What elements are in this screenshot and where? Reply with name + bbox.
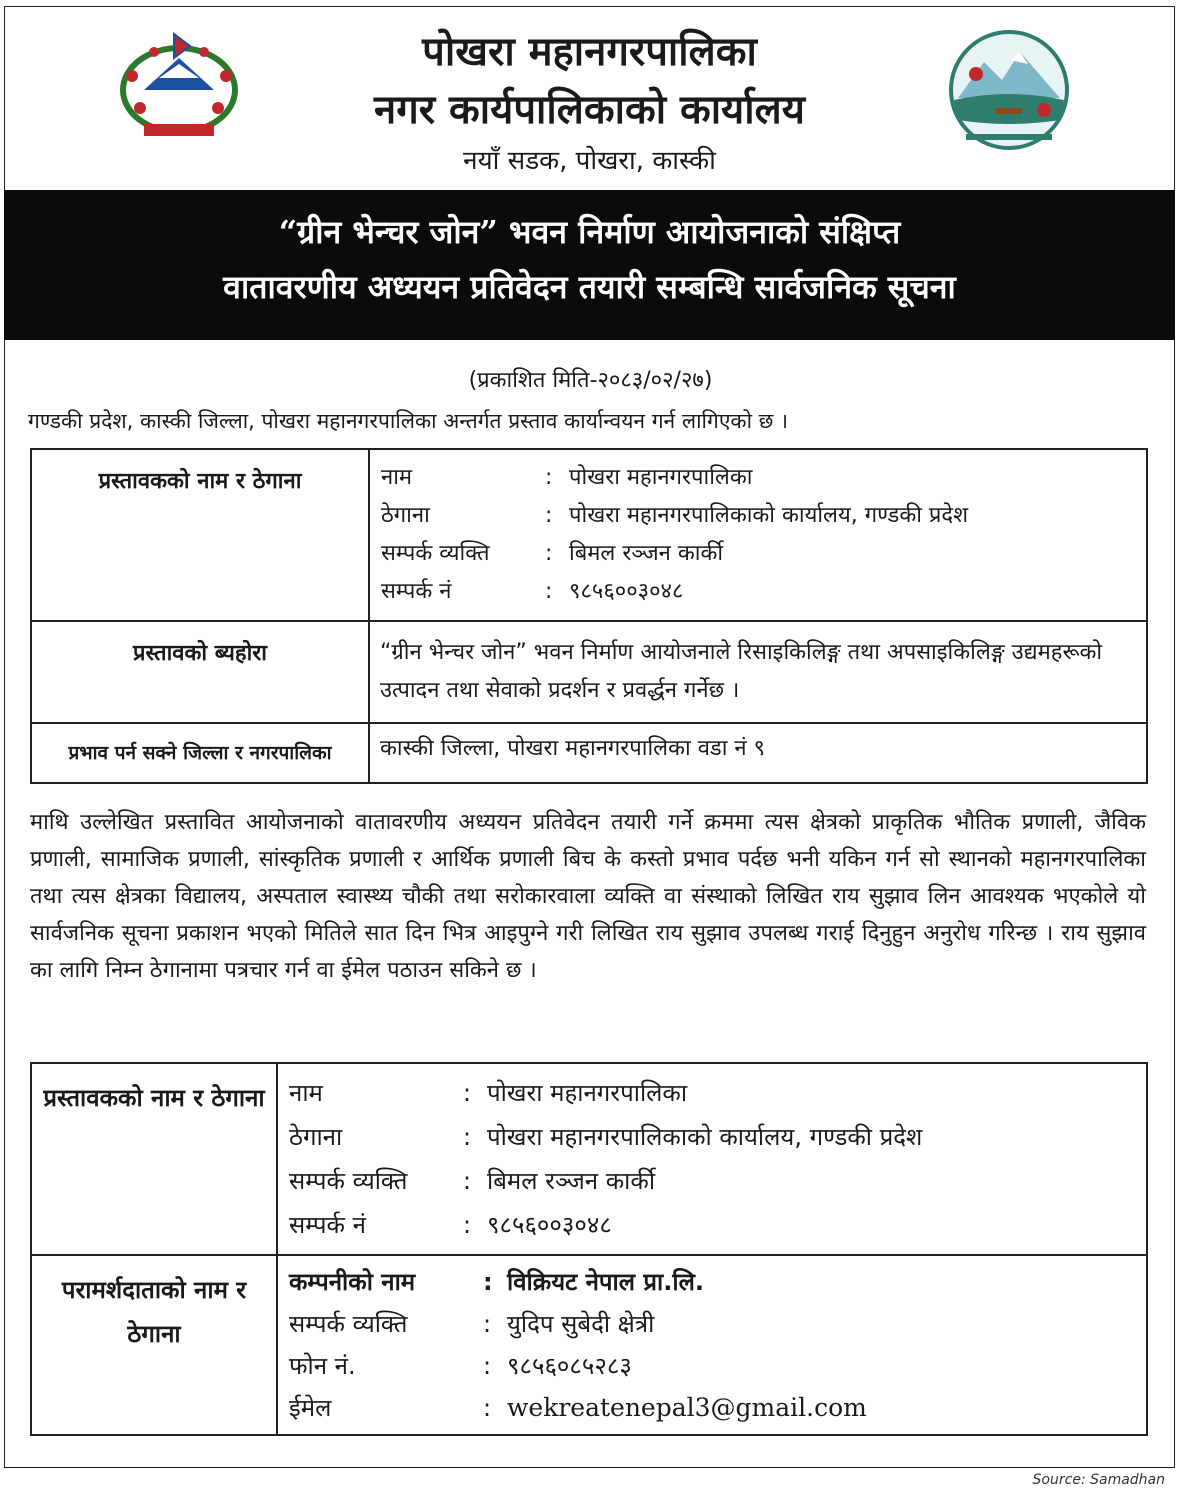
intro-text: गण्डकी प्रदेश, कास्की जिल्ला, पोखरा महानगरपालिका अन्तर्गत प्रस्ताव कार्यान्वयन गर्न लागिएको छ । [28, 409, 789, 433]
contact-person-value: युदिप सुबेदी क्षेत्री [507, 1310, 655, 1338]
contact-person-key: सम्पर्क व्यक्ति [289, 1310, 408, 1338]
subject-label: प्रस्तावको ब्यहोरा [31, 621, 369, 723]
name-key: नाम [289, 1079, 323, 1107]
name-value: पोखरा महानगरपालिका [487, 1079, 688, 1107]
contact-no-key: सम्पर्क नं [289, 1211, 366, 1239]
name-key: नाम [381, 465, 413, 490]
table-row [31, 1255, 1147, 1435]
email-key: ईमेल [289, 1394, 332, 1422]
contact-person-value: बिमल रञ्जन कार्की [487, 1167, 656, 1195]
contact-no-key: सम्पर्क नं [381, 579, 452, 604]
colon: : [483, 1310, 492, 1338]
table-row [31, 1063, 1147, 1255]
colon: : [483, 1352, 492, 1380]
company-key: कम्पनीको नाम [289, 1268, 416, 1296]
colon: : [483, 1268, 493, 1296]
notice-header [4, 6, 1175, 190]
proponent-details [369, 449, 1147, 621]
colon: : [463, 1211, 472, 1239]
office-name: नगर कार्यपालिकाको कार्यालय [374, 86, 805, 133]
org-name: पोखरा महानगरपालिका [422, 28, 757, 75]
notice-title-line1: “ग्रीन भेन्चर जोन” भवन निर्माण आयोजनाको संक्षिप्त [278, 213, 901, 251]
colon: : [463, 1167, 472, 1195]
address-key: ठेगाना [289, 1123, 343, 1151]
proponent-label: प्रस्तावकको नाम र ठेगाना [31, 1063, 277, 1255]
consultant-details [277, 1255, 1147, 1435]
colon: : [483, 1394, 492, 1422]
notice-title-line2: वातावरणीय अध्ययन प्रतिवेदन तयारी सम्बन्धि सार्वजनिक सूचना [223, 268, 956, 306]
affected-text: कास्की जिल्ला, पोखरा महानगरपालिका वडा नं ९ [369, 723, 1147, 783]
body-paragraph: माथि उल्लेखित प्रस्तावित आयोजनाको वातावरणीय अध्ययन प्रतिवेदन तयारी गर्ने क्रममा त्यस क्षेत्रको प्राकृतिक भौतिक प्रणाली, जैविक प्रणाली, सामाजिक प्रणाली, सांस्कृतिक प्रणाली र आर्थिक प्रणाली बिच के कस्तो प्रभाव पर्दछ भनी यकिन गर्न सो स्थानको महानगरपालिका तथा त्यस क्षेत्रका विद्यालय, अस्पताल स्वास्थ्य चौकी तथा सरोकारवाला व्यक्ति वा संस्थाको लिखित राय सुझाव लिन आवश्यक भएकोले यो सार्वजनिक सूचना प्रकाशन भएको मितिले सात दिन भित्र आइपुग्ने गरी लिखित राय सुझाव उपलब्ध गराई दिनुहुन अनुरोध गरिन्छ । राय सुझाव का लागि निम्न ठेगानामा पत्रचार गर्न वा ईमेल पठाउन सकिने छ । [30, 810, 1146, 983]
phone-value: ९८५६०८५२८३ [507, 1352, 632, 1380]
contact-person-value: बिमल रञ्जन कार्की [569, 541, 724, 566]
address-key: ठेगाना [381, 503, 430, 528]
office-address: नयाँ सडक, पोखरा, कास्की [463, 146, 716, 176]
contact-table [30, 1062, 1148, 1436]
contact-no-value: ९८५६००३०४८ [487, 1211, 612, 1239]
proponent-details [277, 1063, 1147, 1255]
table-row [31, 449, 1147, 621]
colon: : [545, 503, 553, 528]
pokhara-metropolitan-logo-icon [944, 28, 1074, 152]
published-date: (प्रकाशित मिति-२०८३/०२/२७) [468, 368, 713, 393]
colon: : [545, 579, 553, 604]
colon: : [545, 465, 553, 490]
contact-person-key: सम्पर्क व्यक्ति [381, 541, 490, 566]
proposal-table [30, 448, 1148, 784]
colon: : [463, 1123, 472, 1151]
table-row [31, 723, 1147, 783]
source-credit: Source: Samadhan [1032, 1472, 1165, 1488]
title-band [4, 190, 1175, 340]
phone-key: फोन नं. [289, 1352, 356, 1380]
affected-label: प्रभाव पर्न सक्ने जिल्ला र नगरपालिका [31, 723, 369, 783]
contact-no-value: ९८५६००३०४८ [569, 579, 684, 604]
name-value: पोखरा महानगरपालिका [569, 465, 753, 490]
address-value: पोखरा महानगरपालिकाको कार्यालय, गण्डकी प्रदेश [569, 503, 969, 528]
colon: : [463, 1079, 472, 1107]
table-row [31, 621, 1147, 723]
email-value: wekreatenepal3@gmail.com [507, 1393, 867, 1422]
address-value: पोखरा महानगरपालिकाको कार्यालय, गण्डकी प्रदेश [487, 1123, 923, 1151]
colon: : [545, 541, 553, 566]
consultant-label: परामर्शदाताको नाम र ठेगाना [31, 1255, 277, 1435]
subject-text: “ग्रीन भेन्चर जोन” भवन निर्माण आयोजनाले रिसाइकिलिङ्ग तथा अपसाइकिलिङ्ग उद्यमहरूको उत्पादन तथा सेवाको प्रदर्शन र प्रवर्द्धन गर्नेछ । [369, 621, 1147, 723]
contact-person-key: सम्पर्क व्यक्ति [289, 1167, 408, 1195]
proponent-label: प्रस्तावकको नाम र ठेगाना [31, 449, 369, 621]
company-value: विक्रियट नेपाल प्रा.लि. [507, 1268, 704, 1296]
